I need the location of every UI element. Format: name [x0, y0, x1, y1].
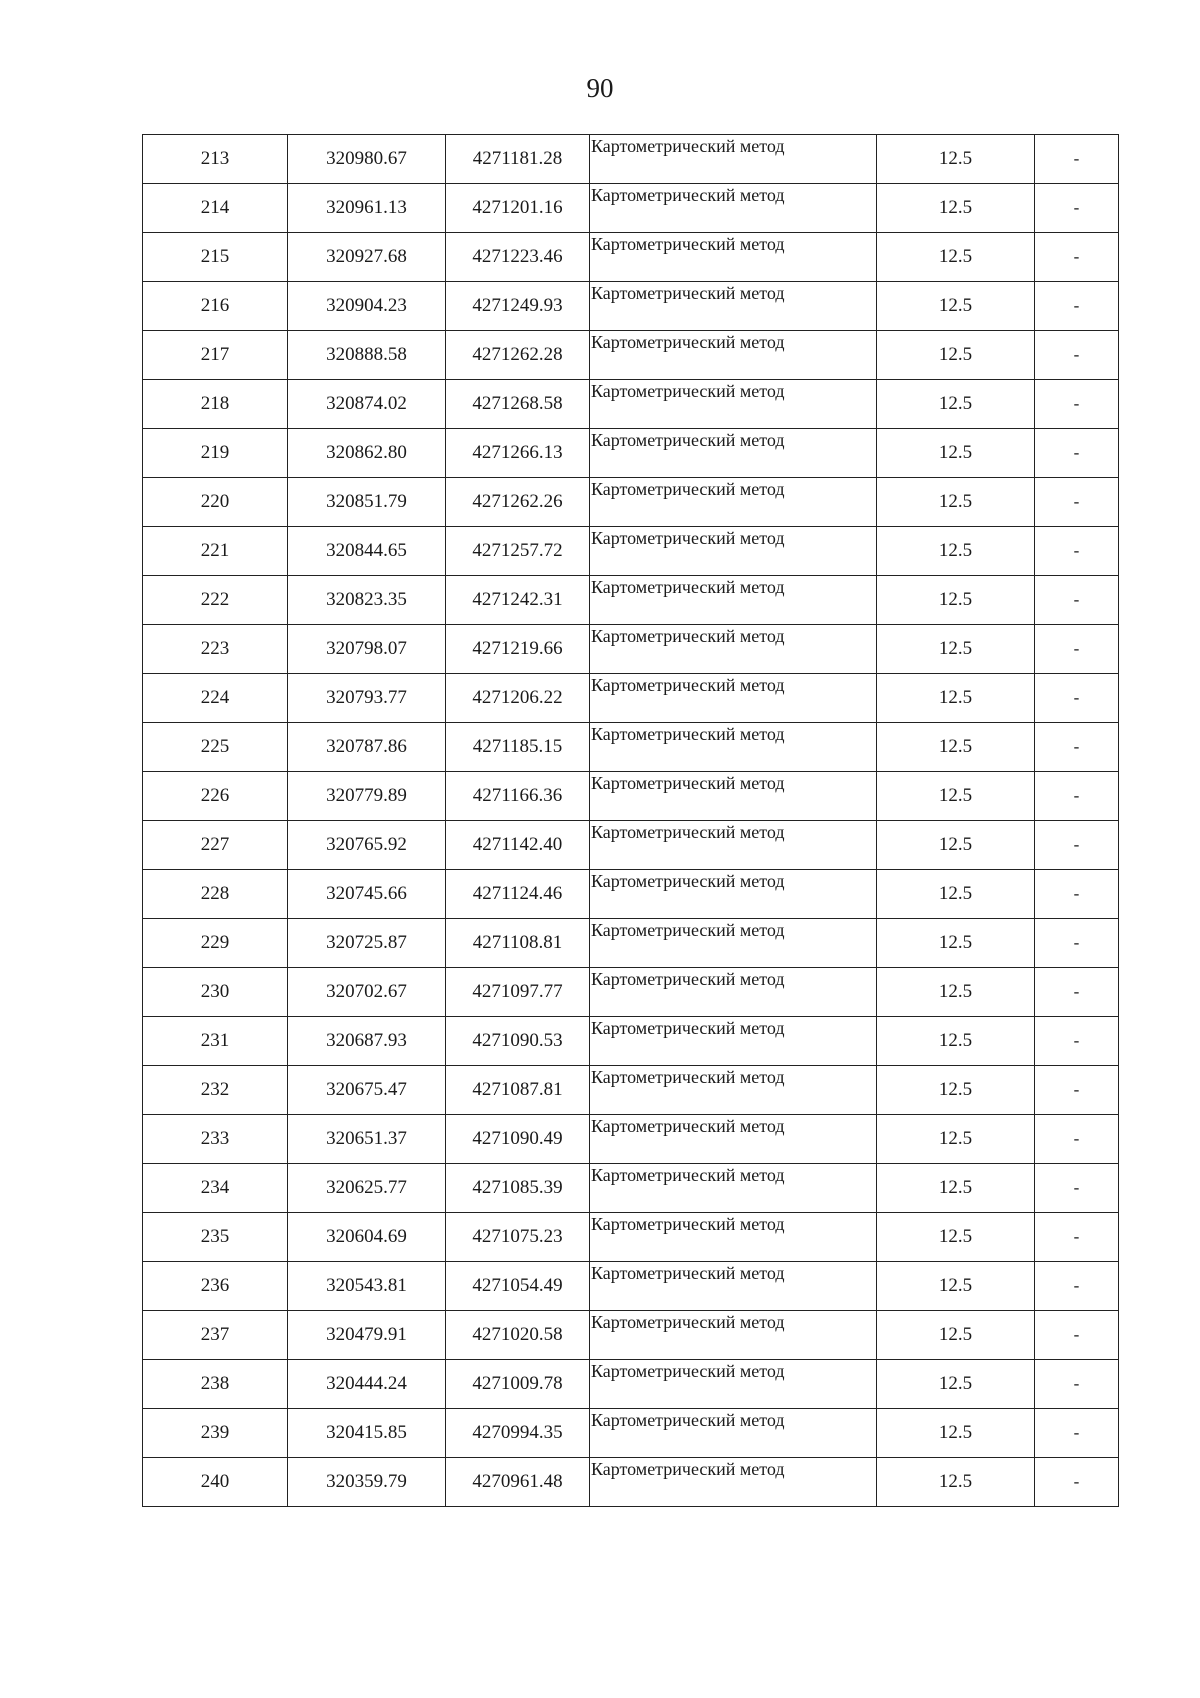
cell-coordinate-x: 320793.77 — [288, 674, 446, 723]
cell-note: - — [1035, 184, 1119, 233]
cell-method: Картометрический метод — [590, 282, 877, 331]
cell-coordinate-y: 4271090.49 — [446, 1115, 590, 1164]
cell-method: Картометрический метод — [590, 331, 877, 380]
cell-accuracy: 12.5 — [877, 1311, 1035, 1360]
cell-coordinate-y: 4271009.78 — [446, 1360, 590, 1409]
cell-coordinate-y: 4271262.28 — [446, 331, 590, 380]
table-row — [143, 1017, 1119, 1066]
cell-coordinate-x: 320725.87 — [288, 919, 446, 968]
cell-note: - — [1035, 1262, 1119, 1311]
cell-accuracy: 12.5 — [877, 870, 1035, 919]
cell-note: - — [1035, 919, 1119, 968]
cell-accuracy: 12.5 — [877, 1017, 1035, 1066]
cell-coordinate-x: 320687.93 — [288, 1017, 446, 1066]
cell-coordinate-x: 320888.58 — [288, 331, 446, 380]
table-body — [143, 135, 1119, 1507]
cell-point-number: 215 — [143, 233, 288, 282]
cell-accuracy: 12.5 — [877, 380, 1035, 429]
table-row — [143, 1066, 1119, 1115]
cell-coordinate-x: 320543.81 — [288, 1262, 446, 1311]
cell-coordinate-y: 4271124.46 — [446, 870, 590, 919]
cell-coordinate-x: 320765.92 — [288, 821, 446, 870]
cell-note: - — [1035, 331, 1119, 380]
cell-coordinate-x: 320851.79 — [288, 478, 446, 527]
cell-accuracy: 12.5 — [877, 478, 1035, 527]
cell-method: Картометрический метод — [590, 1164, 877, 1213]
cell-method: Картометрический метод — [590, 821, 877, 870]
table-row — [143, 968, 1119, 1017]
cell-method: Картометрический метод — [590, 1262, 877, 1311]
table-row — [143, 674, 1119, 723]
cell-method: Картометрический метод — [590, 184, 877, 233]
cell-note: - — [1035, 478, 1119, 527]
cell-point-number: 218 — [143, 380, 288, 429]
cell-accuracy: 12.5 — [877, 233, 1035, 282]
cell-method: Картометрический метод — [590, 1409, 877, 1458]
cell-method: Картометрический метод — [590, 233, 877, 282]
cell-accuracy: 12.5 — [877, 135, 1035, 184]
cell-coordinate-x: 320651.37 — [288, 1115, 446, 1164]
table-row — [143, 331, 1119, 380]
cell-accuracy: 12.5 — [877, 429, 1035, 478]
cell-coordinate-x: 320625.77 — [288, 1164, 446, 1213]
cell-note: - — [1035, 625, 1119, 674]
cell-method: Картометрический метод — [590, 919, 877, 968]
cell-point-number: 228 — [143, 870, 288, 919]
cell-point-number: 213 — [143, 135, 288, 184]
table-row — [143, 576, 1119, 625]
coordinates-table — [142, 134, 1119, 1507]
cell-point-number: 217 — [143, 331, 288, 380]
cell-coordinate-x: 320904.23 — [288, 282, 446, 331]
cell-accuracy: 12.5 — [877, 184, 1035, 233]
cell-note: - — [1035, 772, 1119, 821]
cell-point-number: 225 — [143, 723, 288, 772]
cell-method: Картометрический метод — [590, 870, 877, 919]
cell-method: Картометрический метод — [590, 625, 877, 674]
cell-accuracy: 12.5 — [877, 1360, 1035, 1409]
table-row — [143, 772, 1119, 821]
cell-coordinate-y: 4271087.81 — [446, 1066, 590, 1115]
cell-coordinate-y: 4271223.46 — [446, 233, 590, 282]
table-row — [143, 723, 1119, 772]
cell-accuracy: 12.5 — [877, 674, 1035, 723]
cell-note: - — [1035, 1213, 1119, 1262]
cell-note: - — [1035, 1017, 1119, 1066]
table-row — [143, 478, 1119, 527]
cell-point-number: 230 — [143, 968, 288, 1017]
cell-note: - — [1035, 1409, 1119, 1458]
table-row — [143, 1115, 1119, 1164]
cell-coordinate-y: 4271108.81 — [446, 919, 590, 968]
table-row — [143, 1262, 1119, 1311]
table-row — [143, 527, 1119, 576]
cell-point-number: 236 — [143, 1262, 288, 1311]
cell-coordinate-x: 320359.79 — [288, 1458, 446, 1507]
cell-method: Картометрический метод — [590, 1311, 877, 1360]
cell-coordinate-x: 320675.47 — [288, 1066, 446, 1115]
cell-point-number: 239 — [143, 1409, 288, 1458]
cell-point-number: 214 — [143, 184, 288, 233]
cell-coordinate-x: 320745.66 — [288, 870, 446, 919]
cell-coordinate-y: 4271020.58 — [446, 1311, 590, 1360]
cell-accuracy: 12.5 — [877, 625, 1035, 674]
cell-coordinate-x: 320823.35 — [288, 576, 446, 625]
cell-note: - — [1035, 821, 1119, 870]
cell-note: - — [1035, 1164, 1119, 1213]
cell-point-number: 235 — [143, 1213, 288, 1262]
table-row — [143, 1360, 1119, 1409]
cell-coordinate-x: 320604.69 — [288, 1213, 446, 1262]
table-row — [143, 380, 1119, 429]
cell-point-number: 233 — [143, 1115, 288, 1164]
cell-method: Картометрический метод — [590, 135, 877, 184]
cell-note: - — [1035, 282, 1119, 331]
cell-coordinate-x: 320702.67 — [288, 968, 446, 1017]
cell-note: - — [1035, 1311, 1119, 1360]
cell-point-number: 232 — [143, 1066, 288, 1115]
cell-coordinate-x: 320798.07 — [288, 625, 446, 674]
table-row — [143, 821, 1119, 870]
cell-method: Картометрический метод — [590, 576, 877, 625]
cell-coordinate-x: 320961.13 — [288, 184, 446, 233]
cell-note: - — [1035, 674, 1119, 723]
cell-coordinate-y: 4271181.28 — [446, 135, 590, 184]
cell-accuracy: 12.5 — [877, 1409, 1035, 1458]
cell-note: - — [1035, 1066, 1119, 1115]
cell-note: - — [1035, 870, 1119, 919]
cell-method: Картометрический метод — [590, 772, 877, 821]
cell-coordinate-y: 4271257.72 — [446, 527, 590, 576]
cell-coordinate-y: 4271054.49 — [446, 1262, 590, 1311]
table-row — [143, 135, 1119, 184]
cell-coordinate-y: 4271142.40 — [446, 821, 590, 870]
cell-method: Картометрический метод — [590, 380, 877, 429]
cell-coordinate-y: 4271166.36 — [446, 772, 590, 821]
table-row — [143, 1458, 1119, 1507]
cell-accuracy: 12.5 — [877, 723, 1035, 772]
cell-coordinate-y: 4271242.31 — [446, 576, 590, 625]
table-row — [143, 233, 1119, 282]
cell-accuracy: 12.5 — [877, 282, 1035, 331]
cell-method: Картометрический метод — [590, 968, 877, 1017]
cell-coordinate-y: 4271201.16 — [446, 184, 590, 233]
cell-method: Картометрический метод — [590, 1017, 877, 1066]
cell-point-number: 227 — [143, 821, 288, 870]
cell-note: - — [1035, 233, 1119, 282]
cell-method: Картометрический метод — [590, 478, 877, 527]
cell-method: Картометрический метод — [590, 1213, 877, 1262]
cell-accuracy: 12.5 — [877, 1262, 1035, 1311]
table-row — [143, 870, 1119, 919]
cell-coordinate-x: 320779.89 — [288, 772, 446, 821]
cell-point-number: 221 — [143, 527, 288, 576]
table-row — [143, 429, 1119, 478]
cell-note: - — [1035, 527, 1119, 576]
cell-accuracy: 12.5 — [877, 821, 1035, 870]
cell-coordinate-y: 4271268.58 — [446, 380, 590, 429]
cell-accuracy: 12.5 — [877, 576, 1035, 625]
cell-method: Картометрический метод — [590, 674, 877, 723]
cell-point-number: 219 — [143, 429, 288, 478]
cell-point-number: 229 — [143, 919, 288, 968]
cell-coordinate-y: 4270961.48 — [446, 1458, 590, 1507]
cell-point-number: 216 — [143, 282, 288, 331]
cell-accuracy: 12.5 — [877, 1115, 1035, 1164]
cell-coordinate-x: 320415.85 — [288, 1409, 446, 1458]
cell-point-number: 240 — [143, 1458, 288, 1507]
cell-coordinate-y: 4271185.15 — [446, 723, 590, 772]
cell-accuracy: 12.5 — [877, 919, 1035, 968]
cell-note: - — [1035, 429, 1119, 478]
table-row — [143, 1164, 1119, 1213]
cell-coordinate-y: 4271249.93 — [446, 282, 590, 331]
cell-coordinate-y: 4271090.53 — [446, 1017, 590, 1066]
cell-note: - — [1035, 723, 1119, 772]
cell-coordinate-x: 320844.65 — [288, 527, 446, 576]
cell-note: - — [1035, 576, 1119, 625]
cell-coordinate-y: 4271262.26 — [446, 478, 590, 527]
cell-accuracy: 12.5 — [877, 1458, 1035, 1507]
table-row — [143, 1311, 1119, 1360]
cell-accuracy: 12.5 — [877, 331, 1035, 380]
cell-coordinate-y: 4271085.39 — [446, 1164, 590, 1213]
cell-coordinate-x: 320874.02 — [288, 380, 446, 429]
cell-point-number: 234 — [143, 1164, 288, 1213]
cell-coordinate-x: 320787.86 — [288, 723, 446, 772]
cell-note: - — [1035, 968, 1119, 1017]
cell-coordinate-x: 320927.68 — [288, 233, 446, 282]
cell-note: - — [1035, 380, 1119, 429]
cell-coordinate-x: 320479.91 — [288, 1311, 446, 1360]
table-row — [143, 1213, 1119, 1262]
cell-point-number: 237 — [143, 1311, 288, 1360]
cell-accuracy: 12.5 — [877, 968, 1035, 1017]
table-row — [143, 625, 1119, 674]
cell-coordinate-x: 320980.67 — [288, 135, 446, 184]
cell-method: Картометрический метод — [590, 527, 877, 576]
cell-point-number: 231 — [143, 1017, 288, 1066]
cell-point-number: 224 — [143, 674, 288, 723]
cell-point-number: 238 — [143, 1360, 288, 1409]
cell-method: Картометрический метод — [590, 429, 877, 478]
cell-method: Картометрический метод — [590, 1458, 877, 1507]
cell-accuracy: 12.5 — [877, 1164, 1035, 1213]
cell-note: - — [1035, 135, 1119, 184]
cell-point-number: 226 — [143, 772, 288, 821]
table-row — [143, 1409, 1119, 1458]
table-row — [143, 184, 1119, 233]
cell-note: - — [1035, 1115, 1119, 1164]
cell-coordinate-y: 4270994.35 — [446, 1409, 590, 1458]
table-row — [143, 282, 1119, 331]
cell-coordinate-y: 4271219.66 — [446, 625, 590, 674]
cell-accuracy: 12.5 — [877, 527, 1035, 576]
page-number: 90 — [586, 73, 614, 103]
cell-accuracy: 12.5 — [877, 1213, 1035, 1262]
cell-coordinate-y: 4271266.13 — [446, 429, 590, 478]
cell-coordinate-y: 4271097.77 — [446, 968, 590, 1017]
cell-note: - — [1035, 1360, 1119, 1409]
cell-point-number: 222 — [143, 576, 288, 625]
cell-note: - — [1035, 1458, 1119, 1507]
cell-accuracy: 12.5 — [877, 1066, 1035, 1115]
cell-method: Картометрический метод — [590, 1360, 877, 1409]
table-row — [143, 919, 1119, 968]
cell-method: Картометрический метод — [590, 1115, 877, 1164]
cell-coordinate-y: 4271206.22 — [446, 674, 590, 723]
cell-coordinate-x: 320444.24 — [288, 1360, 446, 1409]
cell-accuracy: 12.5 — [877, 772, 1035, 821]
cell-method: Картометрический метод — [590, 723, 877, 772]
cell-point-number: 223 — [143, 625, 288, 674]
cell-method: Картометрический метод — [590, 1066, 877, 1115]
cell-point-number: 220 — [143, 478, 288, 527]
cell-coordinate-x: 320862.80 — [288, 429, 446, 478]
cell-coordinate-y: 4271075.23 — [446, 1213, 590, 1262]
